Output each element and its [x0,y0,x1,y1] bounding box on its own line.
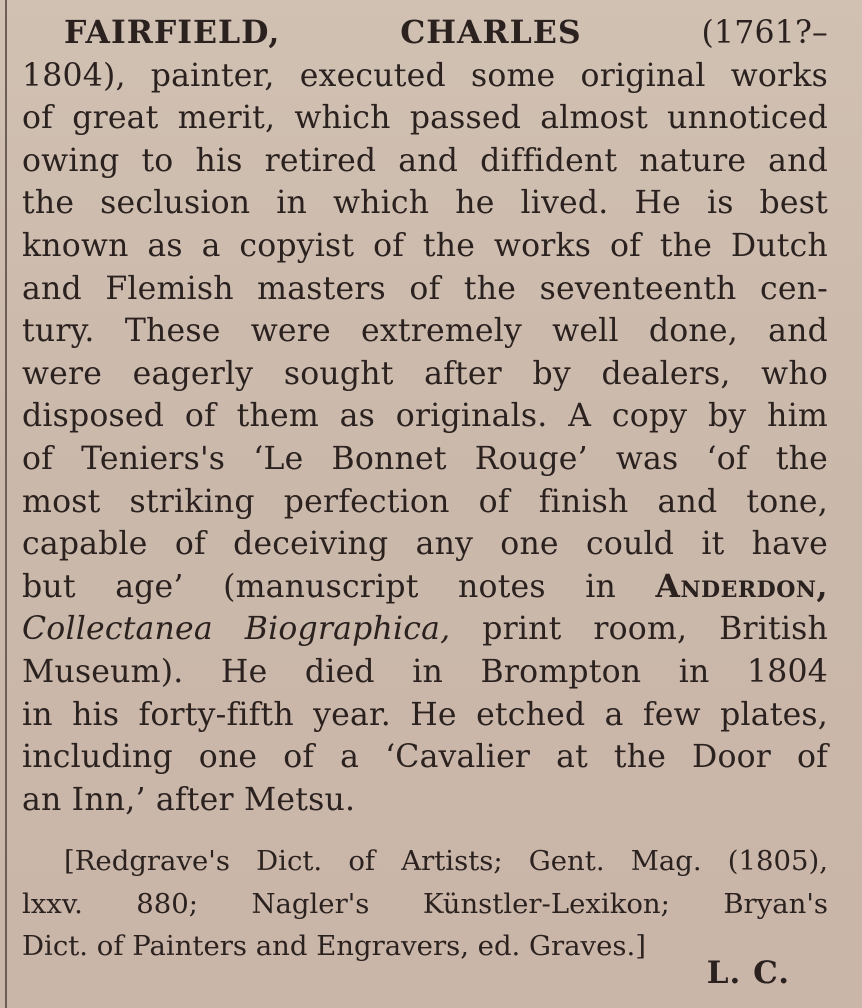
entry-line-16: Museum). He died in Brompton in 1804 [22,653,828,690]
collectanea-title: Collectanea Biographica, [22,611,451,648]
entry-line-19: an Inn,’ after Metsu. [22,781,356,818]
entry-line-8: tury. These were extremely well done, and [22,313,828,350]
author-initials: L. C. [706,955,790,991]
entry-line-7: and Flemish masters of the seventeenth cen- [22,270,828,307]
sources-line-2: lxxv. 880; Nagler's Künstler-Lexikon; Bryan's [22,887,828,920]
entry-line-13: capable of deceiving any one could it have [22,526,828,563]
entry-line-17: in his forty-fifth year. He etched a few plates, [22,696,828,733]
entry-line-15-text: print room, British [450,611,828,648]
headword-forename: CHARLES [400,14,582,51]
entry-line-1 [22,12,828,55]
entry-line-12: most striking perfection of finish and tone, [22,483,828,520]
entry-line-9: were eagerly sought after by dealers, who [22,355,828,392]
entry-line-14-text: but age’ (manuscript notes in [22,568,656,605]
sources-note [22,840,828,968]
anderdon-reference: Anderdon, [655,567,828,605]
sources-line-3: Dict. of Painters and Engravers, ed. Graves.] [22,930,646,962]
headword-dates: (1761?– [701,15,828,51]
entry-line-6: known as a copyist of the works of the Dutch [22,227,828,264]
entry-line-10: disposed of them as originals. A copy by him [22,398,828,435]
headword-surname: FAIRFIELD, [64,14,281,51]
entry-line-2: 1804), painter, executed some original works [22,57,828,94]
column-rule [5,0,7,1008]
sources-line-1: [Redgrave's Dict. of Artists; Gent. Mag. (1805), [64,845,828,877]
biography-entry [22,12,828,821]
entry-line-4: owing to his retired and diffident nature and [22,142,828,179]
entry-line-3: of great merit, which passed almost unnoticed [22,100,828,137]
entry-line-11: of Teniers's ‘Le Bonnet Rouge’ was ‘of the [22,440,828,477]
entry-line-5: the seclusion in which he lived. He is best [22,185,828,222]
entry-line-18: including one of a ‘Cavalier at the Door of [22,739,828,776]
entry-line-15 [22,608,828,651]
entry-line-14 [22,566,828,609]
